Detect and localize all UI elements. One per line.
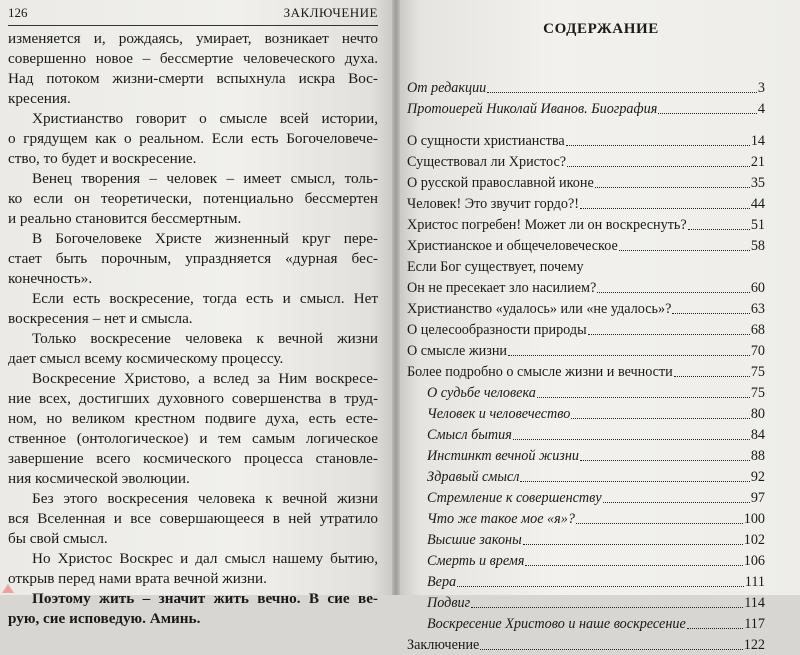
- toc-entry-page: 35: [750, 175, 765, 191]
- toc-entry: [427, 595, 765, 613]
- text-line: изменяется и, рождаясь, умирает, возникает нечто: [8, 30, 378, 47]
- toc-entry-title: Инстинкт вечной жизни: [427, 448, 579, 464]
- toc-leader-dots: [471, 595, 743, 608]
- toc-entry-page: 3: [757, 80, 765, 96]
- toc-entry-page: 44: [750, 196, 765, 212]
- toc-leader-dots: [597, 280, 750, 293]
- toc-entry-page: 106: [743, 553, 765, 569]
- toc-entry: [407, 637, 765, 655]
- toc-entry-title: Смерть и время: [427, 553, 525, 569]
- toc-leader-dots: [580, 448, 750, 461]
- toc-leader-dots: [457, 574, 744, 587]
- text-line: и реально становится бессмертным.: [8, 210, 242, 227]
- toc-entry-title: От редакции: [407, 80, 487, 96]
- text-line: Воскресение Христово, а вслед за Ним воскресе-: [32, 370, 378, 387]
- toc-entry-page: 84: [750, 427, 765, 443]
- toc-entry: [427, 469, 765, 487]
- toc-leader-dots: [571, 406, 749, 419]
- toc-entry: [427, 448, 765, 466]
- running-title: ЗАКЛЮЧЕНИЕ: [283, 5, 378, 20]
- toc-entry-page: 58: [750, 238, 765, 254]
- toc-entry-title: Существовал ли Христос?: [407, 154, 567, 170]
- toc-entry-page: 97: [750, 490, 765, 506]
- text-line: рую, сие исповедую. Аминь.: [8, 610, 201, 627]
- toc-entry-page: 70: [750, 343, 765, 359]
- text-line: ко если он теоретически, потенциально бессмертен: [8, 190, 378, 207]
- toc-entry: [407, 175, 765, 193]
- toc-entry: [427, 511, 765, 529]
- toc-entry-page: 117: [744, 616, 765, 632]
- text-line: о грядущем как о реальном. Если есть Богочеловече-: [8, 130, 378, 147]
- toc-entry-title: Смысл бытия: [427, 427, 512, 443]
- toc-leader-dots: [508, 343, 750, 356]
- contents-heading: СОДЕРЖАНИЕ: [543, 21, 659, 37]
- toc-entry-title: Подвиг: [427, 595, 471, 611]
- toc-leader-dots: [520, 469, 749, 482]
- toc-entry: [407, 196, 765, 214]
- toc-leader-dots: [567, 154, 750, 167]
- toc-entry-title: Человек! Это звучит гордо?!: [407, 196, 579, 212]
- toc-entry-title: Высшие законы: [427, 532, 522, 548]
- toc-entry-page: 111: [744, 574, 765, 590]
- left-page: [0, 0, 395, 627]
- toc-entry-title: Что же такое мое «я»?: [427, 511, 575, 527]
- toc-leader-dots: [588, 322, 750, 335]
- toc-leader-dots: [619, 238, 750, 251]
- toc-entry: [407, 80, 765, 98]
- toc-entry: [407, 322, 765, 340]
- page-number: 126: [8, 5, 28, 20]
- toc-entry: [407, 217, 765, 235]
- toc-leader-dots: [687, 616, 743, 629]
- toc-leader-dots: [688, 217, 750, 230]
- text-line: Только воскресение человека к вечной жизни: [32, 330, 378, 347]
- text-line: ном, но великом крестном подвиге духа, есть есте-: [8, 410, 378, 427]
- text-line: конечность».: [8, 270, 93, 287]
- toc-entry: [427, 427, 765, 445]
- toc-entry-title: Он не пресекает зло насилием?: [407, 280, 597, 296]
- toc-entry-page: 100: [743, 511, 765, 527]
- toc-entry-title: Заключение: [407, 637, 480, 653]
- toc-entry-page: 68: [750, 322, 765, 338]
- toc-entry-title: Более подробно о смысле жизни и вечности: [407, 364, 673, 380]
- toc-entry: [407, 301, 765, 319]
- toc-entry-title: Стремление к совершенству: [427, 490, 602, 506]
- toc-entry: [427, 616, 765, 634]
- toc-entry-page: 88: [750, 448, 765, 464]
- toc-entry: [427, 490, 765, 508]
- toc-entry-title: Если Бог существует, почему: [407, 259, 584, 275]
- text-line: Венец творения – человек – имеет смысл, толь-: [32, 170, 378, 187]
- text-line: завершение всего космического процесса становле-: [8, 450, 378, 467]
- toc-entry: [407, 280, 765, 298]
- toc-entry-title: Здравый смысл: [427, 469, 520, 485]
- toc-entry: [407, 364, 765, 382]
- text-line: совершенно новое – бессмертие человеческого духа.: [8, 50, 378, 67]
- toc-entry: [427, 532, 765, 550]
- toc-entry-title: Христос погребен! Может ли он воскреснуть?: [407, 217, 687, 233]
- toc-leader-dots: [480, 637, 742, 650]
- toc-leader-dots: [672, 301, 749, 314]
- text-line: дает смысл всему космическому процессу.: [8, 350, 284, 367]
- corner-mark-icon: [2, 584, 14, 593]
- text-line: ственное (онтологическое) и тем самым логическое: [8, 430, 378, 447]
- text-line: Если есть воскресение, тогда есть и смысл. Нет: [32, 290, 378, 307]
- toc-entry: [427, 553, 765, 571]
- toc-leader-dots: [513, 427, 750, 440]
- text-line: ние всех, достигших духовного совершенства в труд-: [8, 390, 378, 407]
- text-line: воскресения – нет и смысла.: [8, 310, 193, 327]
- toc-entry: [407, 259, 765, 277]
- toc-entry-page: 14: [750, 133, 765, 149]
- toc-entry-page: 21: [750, 154, 765, 170]
- text-line: ния космической эволюции.: [8, 470, 190, 487]
- toc-leader-dots: [674, 364, 750, 377]
- toc-entry-page: 60: [750, 280, 765, 296]
- text-line: Христианство говорит о смысле всей истории,: [32, 110, 378, 127]
- toc-entry-title: Протоиерей Николай Иванов. Биография: [407, 101, 658, 117]
- toc-entry-page: 63: [750, 301, 765, 317]
- body-text: [8, 29, 378, 629]
- text-line: кресения.: [8, 90, 71, 107]
- toc-entry: [407, 133, 765, 151]
- toc-entry-title: О смысле жизни: [407, 343, 508, 359]
- text-line: открыв перед нами врата вечной жизни.: [8, 570, 267, 587]
- text-line: Над потоком жизни-смерти вспыхнула искра Вос-: [8, 70, 378, 87]
- text-line: Без этого воскресения человека к вечной жизни: [32, 490, 378, 507]
- toc-entry: [407, 154, 765, 172]
- toc-entry-title: Вера: [427, 574, 457, 590]
- text-line: стает быть порочным, упраздняется «дурная бес-: [8, 250, 378, 267]
- toc-leader-dots: [523, 532, 743, 545]
- toc-entry-title: Человек и человечество: [427, 406, 571, 422]
- toc-leader-dots: [576, 511, 743, 524]
- toc-entry-page: 75: [750, 385, 765, 401]
- toc-entry: [427, 574, 765, 592]
- book-gutter: [392, 0, 400, 595]
- toc-entry-page: 80: [750, 406, 765, 422]
- toc-entry-title: О сущности христианства: [407, 133, 565, 149]
- toc-entry-title: О судьбе человека: [427, 385, 536, 401]
- text-line: ство, то будет и воскресение.: [8, 150, 197, 167]
- text-line: бы свой смысл.: [8, 530, 108, 547]
- text-line: вся Вселенная и все совершающееся в ней утратило: [8, 510, 378, 527]
- text-line: Поэтому жить – значит жить вечно. В сие ве-: [32, 590, 378, 607]
- toc-entry-page: 92: [750, 469, 765, 485]
- toc-leader-dots: [580, 196, 750, 209]
- toc-entry-title: О целесообразности природы: [407, 322, 587, 338]
- toc-leader-dots: [525, 553, 742, 566]
- toc-leader-dots: [487, 80, 757, 93]
- toc-entry: [427, 406, 765, 424]
- toc-entry-page: 51: [750, 217, 765, 233]
- toc-entry-title: Христианское и общечеловеческое: [407, 238, 618, 254]
- toc-entry: [407, 343, 765, 361]
- toc-entry-page: 122: [743, 637, 765, 653]
- toc-entry: [407, 238, 765, 256]
- toc-entry-page: 75: [750, 364, 765, 380]
- toc-entry-title: О русской православной иконе: [407, 175, 594, 191]
- toc-leader-dots: [566, 133, 750, 146]
- toc-entry: [407, 101, 765, 119]
- toc-entry-title: Христианство «удалось» или «не удалось»?: [407, 301, 672, 317]
- toc-leader-dots: [658, 101, 757, 114]
- toc-leader-dots: [595, 175, 750, 188]
- toc-entry-page: 114: [744, 595, 765, 611]
- toc-leader-dots: [603, 490, 750, 503]
- toc-entry: [427, 385, 765, 403]
- toc-entry-title: Воскресение Христово и наше воскресение: [427, 616, 686, 632]
- toc-leader-dots: [537, 385, 750, 398]
- text-line: В Богочеловеке Христе жизненный круг пере-: [32, 230, 378, 247]
- text-line: Но Христос Воскрес и дал смысл нашему бытию,: [32, 550, 378, 567]
- running-head: [8, 3, 378, 26]
- toc-entry-page: 4: [757, 101, 765, 117]
- toc-entry-page: 102: [743, 532, 765, 548]
